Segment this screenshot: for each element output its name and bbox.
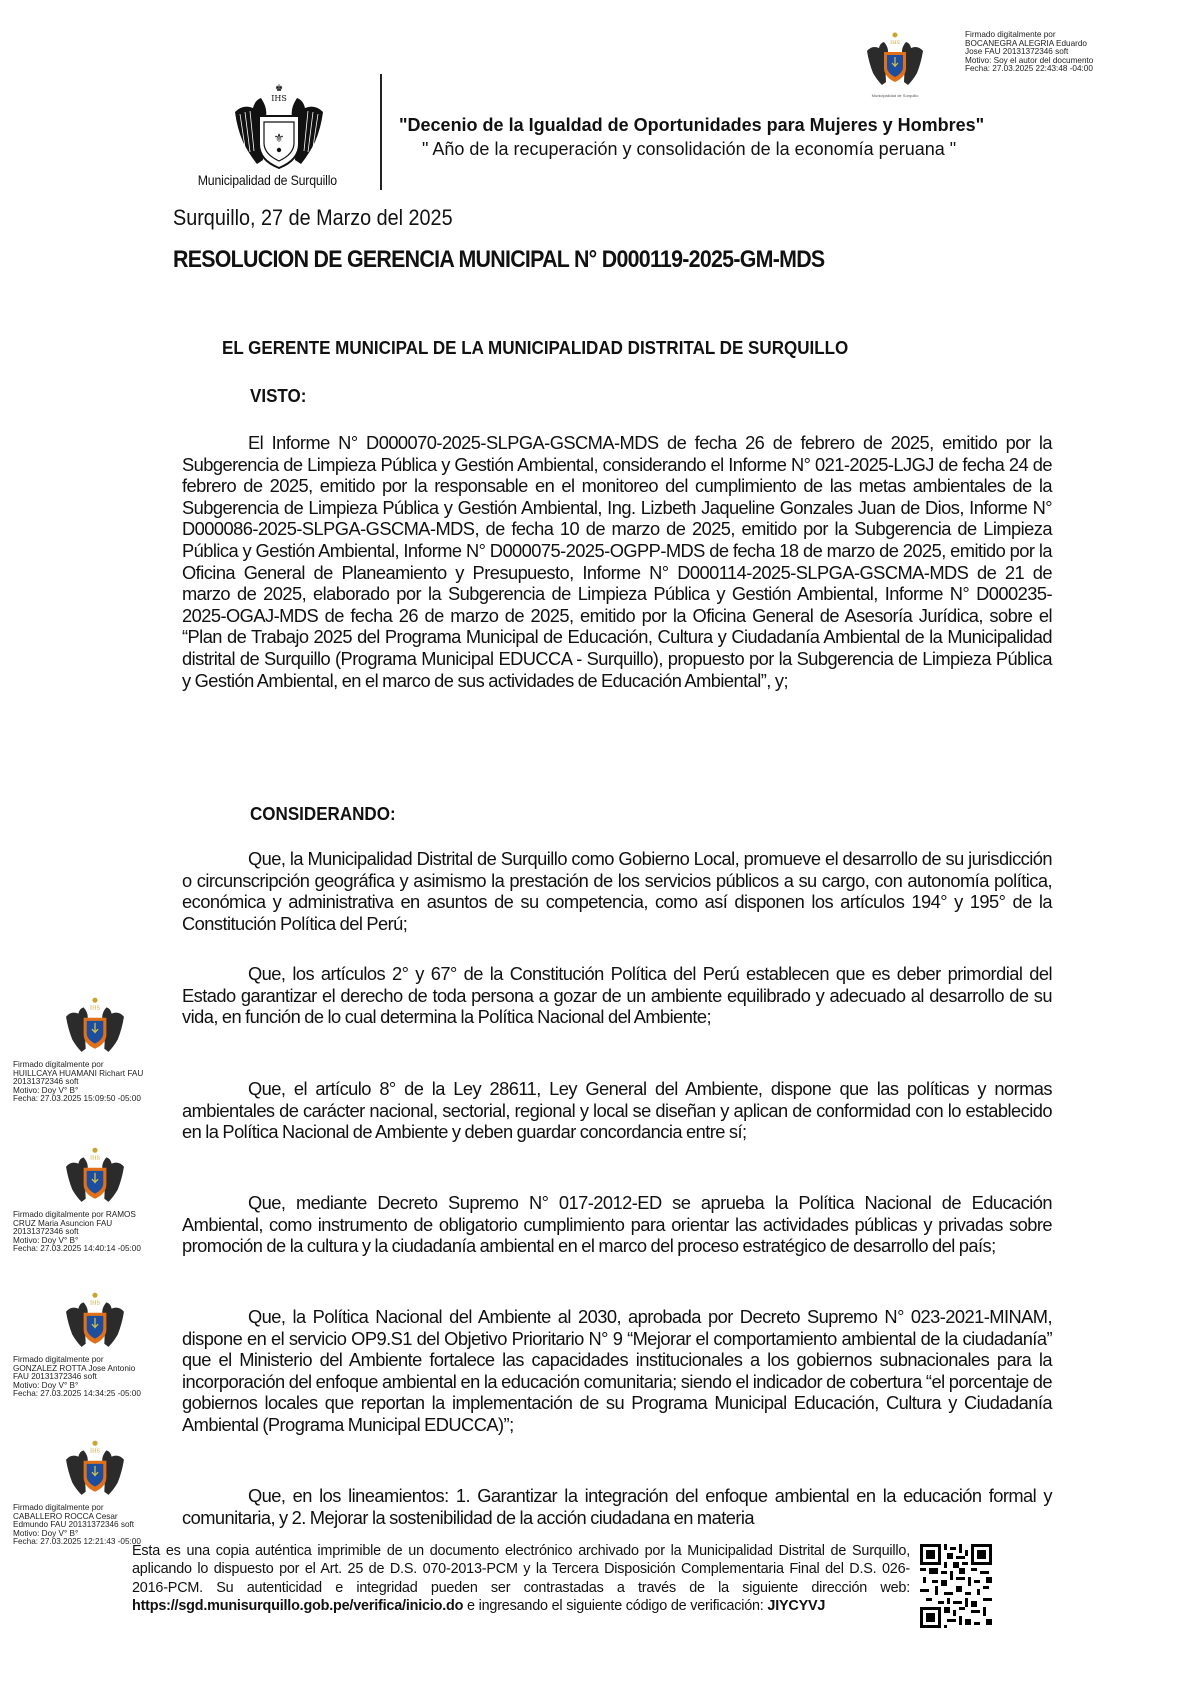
footer-text: Esta es una copia auténtica imprimible de un documento electrónico archivado por la Municipalidad Distrital de Surquillo, aplicando lo dispuesto por el Art. 25 de D.S. 070-2013-PCM y la Tercera Disposición Complementaria Final del D.S. 026- 2016-PCM. Su autenticidad e integridad pueden ser contrastadas a través de la siguiente dirección web: xyxy=(132,1543,910,1596)
signature-seal-logo xyxy=(65,1145,125,1205)
signature-line: 20131372346 soft xyxy=(13,1077,79,1086)
signature-line: Firmado digitalmente por RAMOS xyxy=(13,1210,136,1219)
signature-seal-logo xyxy=(65,1290,125,1350)
signature-line: CABALLERO ROCCA Cesar xyxy=(13,1511,118,1521)
svg-text:IHS: IHS xyxy=(89,1005,101,1012)
considerando-paragraph: Que, mediante Decreto Supremo N° 017-2012-ED se aprueba la Política Nacional de Educación Ambiental, como instrumento de obligatorio cumplimiento para orientar las actividades públicas y privadas sobre promoción de la cultura y la ciudadanía ambiental en el marco del proceso estratégico de desarrollo del país; xyxy=(182,1192,1052,1257)
municipal-crest-logo xyxy=(228,80,330,172)
svg-text:IHS: IHS xyxy=(890,40,900,46)
verification-code: JIYCYVJ xyxy=(767,1597,826,1614)
approval-signature-block xyxy=(13,1438,188,1547)
header-divider xyxy=(380,74,382,190)
signature-line: Motivo: Doy V° B° xyxy=(13,1528,79,1538)
seal-caption: Municipalidad de Surquillo xyxy=(871,93,919,98)
svg-text:IHS: IHS xyxy=(271,94,287,103)
footer-text: e ingresando el siguiente código de verificación: xyxy=(463,1597,768,1614)
svg-text:⚜: ⚜ xyxy=(273,131,285,145)
signature-line: FAU 20131372346 soft xyxy=(13,1372,97,1381)
signature-line: CRUZ Maria Asuncion FAU xyxy=(13,1218,113,1228)
year-motto: " Año de la recuperación y consolidación de la economía peruana " xyxy=(422,139,957,159)
svg-text:IHS: IHS xyxy=(89,1155,101,1162)
considerando-paragraph: Que, los artículos 2° y 67° de la Constitución Política del Perú establecen que es deber primordial del Estado garantizar el derecho de toda persona a gozar de un ambiente equilibrado y adecuado al desarrollo de su vida, en función de lo cual determina la Política Nacional del Ambiente; xyxy=(182,963,1052,1028)
considerando-heading: CONSIDERANDO: xyxy=(250,803,396,824)
considerando-paragraph: Que, en los lineamientos: 1. Garantizar la integración del enfoque ambiental en la educación formal y comunitaria, y 2. Mejorar la sostenibilidad de la acción ciudadana en materia xyxy=(182,1485,1052,1528)
signature-line: Firmado digitalmente por xyxy=(13,1060,104,1069)
signature-line: Motivo: Soy el autor del documento xyxy=(965,55,1094,65)
signature-line: Fecha: 27.03.2025 22:43:48 -04:00 xyxy=(965,64,1093,73)
signature-line: Firmado digitalmente por xyxy=(965,30,1056,39)
svg-text:IHS: IHS xyxy=(89,1448,101,1455)
signature-line: 20131372346 soft xyxy=(13,1227,79,1236)
svg-text:♚: ♚ xyxy=(274,84,284,94)
approval-signature-block xyxy=(13,995,188,1104)
signature-line: BOCANEGRA ALEGRIA Eduardo xyxy=(965,38,1087,48)
signature-seal-logo xyxy=(65,995,125,1055)
authenticity-footer xyxy=(132,1542,910,1615)
visto-paragraph: El Informe N° D000070-2025-SLPGA-GSCMA-MDS de fecha 26 de febrero de 2025, emitido por la Subgerencia de Limpieza Pública y Gestión Ambiental, considerando el Informe N° 021-2025-LJGJ de fecha 24 de febrero de 2025, emitido por la responsable en el monitoreo del cumplimiento de las metas ambientales de la Subgerencia de Limpieza Pública y Gestión Ambiental, Ing. Lizbeth Jaqueline Gonzales Juan de Dios, Informe N° D000086-2025-SLPGA-GSCMA-MDS, de fecha 10 de marzo de 2025, emitido por la Subgerencia de Limpieza Pública y Gestión Ambiental, Informe N° D000075-2025-OGPP-MDS de fecha 18 de marzo de 2025, emitido por la Oficina General de Planeamiento y Presupuesto, Informe N° D000114-2025-SLPGA-GSCMA-MDS de 21 de marzo de 2025, elaborado por la Subgerencia de Limpieza Pública y Gestión Ambiental, Informe N° D000235-2025-OGAJ-MDS de fecha 26 de marzo de 2025, emitido por la Oficina General de Asesoría Jurídica, sobre el “Plan de Trabajo 2025 del Programa Municipal de Educación, Cultura y Ciudadanía Ambiental de la Municipalidad distrital de Surquillo (Programa Municipal EDUCCA - Surquillo), propuesto por la Subgerencia de Limpieza Pública y Gestión Ambiental, en el marco de sus actividades de Educación Ambiental”, y; xyxy=(182,432,1052,691)
considerando-paragraph: Que, el artículo 8° de la Ley 28611, Ley General del Ambiente, dispone que las políticas y normas ambientales de carácter nacional, sectorial, regional y local se diseñan y aplican de conformidad con lo establecido en la Política Nacional de Ambiente y deben guardar concordancia entre sí; xyxy=(182,1078,1052,1143)
resolution-title: RESOLUCION DE GERENCIA MUNICIPAL N° D000119-2025-GM-MDS xyxy=(173,246,825,273)
signature-line: Firmado digitalmente por xyxy=(13,1355,104,1364)
signature-line: HUILLCAYA HUAMANI Richart FAU xyxy=(13,1068,144,1078)
signature-line: Fecha: 27.03.2025 12:21:43 -05:00 xyxy=(13,1537,141,1546)
signature-seal-logo xyxy=(866,30,924,98)
decade-motto: "Decenio de la Igualdad de Oportunidades para Mujeres y Hombres" xyxy=(399,115,985,135)
signature-line: GONZALEZ ROTTA Jose Antonio xyxy=(13,1363,136,1373)
signature-line: Firmado digitalmente por xyxy=(13,1503,104,1512)
signature-line: Motivo: Doy V° B° xyxy=(13,1235,79,1245)
issuer-heading: EL GERENTE MUNICIPAL DE LA MUNICIPALIDAD DISTRITAL DE SURQUILLO xyxy=(222,337,849,358)
approval-signature-block xyxy=(13,1290,188,1399)
considerando-paragraph: Que, la Municipalidad Distrital de Surquillo como Gobierno Local, promueve el desarrollo de su jurisdicción o circunscripción geográfica y asimismo la prestación de los servicios públicos a su cargo, con autonomía política, económica y administrativa en asuntos de su competencia, como así disponen los artículos 194° y 195° de la Constitución Política del Perú; xyxy=(182,848,1052,934)
signature-seal-logo xyxy=(65,1438,125,1498)
signature-line: Fecha: 27.03.2025 14:34:25 -05:00 xyxy=(13,1389,141,1398)
considerando-paragraph: Que, la Política Nacional del Ambiente al 2030, aprobada por Decreto Supremo N° 023-2021-MINAM, dispone en el servicio OP9.S1 del Objetivo Prioritario N° 9 “Mejorar el comportamiento ambiental de la ciudadanía” que el Ministerio del Ambiente fortalece las capacidades institucionales a los gobiernos subnacionales para la incorporación del enfoque ambiental en la educación comunitaria; siendo el indicador de cobertura “el porcentaje de gobiernos locales que reportan la implementación de su Programa Municipal Educación, Cultura y Ciudadanía Ambiental (Programa Municipal EDUCCA)”; xyxy=(182,1306,1052,1435)
municipality-name: Municipalidad de Surquillo xyxy=(197,172,337,188)
signature-line: Motivo: Doy V° B° xyxy=(13,1085,79,1095)
signature-line: Edmundo FAU 20131372346 soft xyxy=(13,1520,135,1529)
svg-text:IHS: IHS xyxy=(89,1300,101,1307)
signature-line: Jose FAU 20131372346 soft xyxy=(965,47,1069,56)
signature-line: Fecha: 27.03.2025 14:40:14 -05:00 xyxy=(13,1244,141,1253)
signature-line: Motivo: Doy V° B° xyxy=(13,1380,79,1390)
approval-signature-block xyxy=(13,1145,188,1254)
signature-line: Fecha: 27.03.2025 15:09:50 -05:00 xyxy=(13,1094,141,1103)
author-digital-signature xyxy=(965,31,1093,74)
place-and-date: Surquillo, 27 de Marzo del 2025 xyxy=(173,205,453,230)
verification-url-link[interactable]: https://sgd.munisurquillo.gob.pe/verifica/inicio.do xyxy=(132,1597,464,1614)
verification-qr-code[interactable] xyxy=(920,1544,992,1628)
visto-heading: VISTO: xyxy=(250,385,307,406)
